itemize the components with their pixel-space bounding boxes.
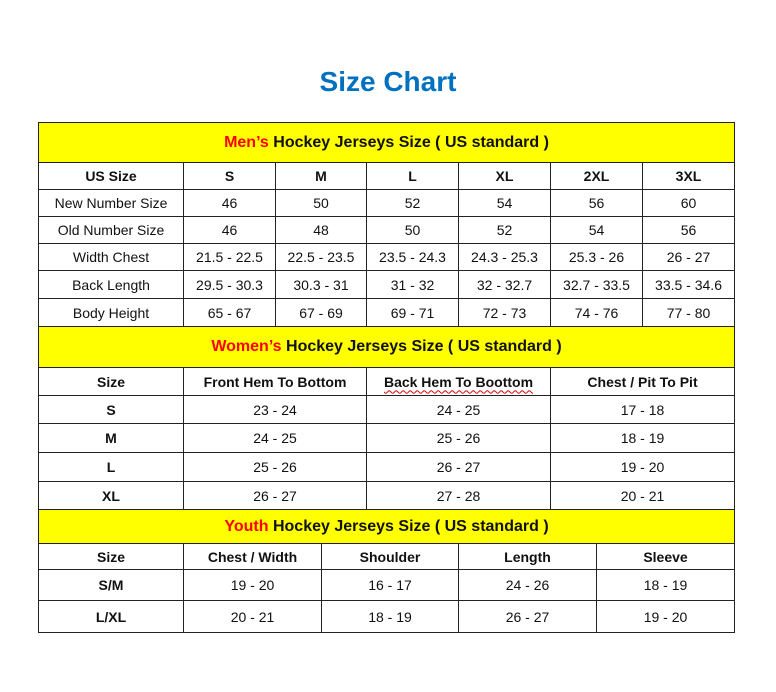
section-heading	[39, 510, 735, 544]
table-cell: 65 - 67	[184, 299, 276, 327]
table-cell: 46	[184, 190, 276, 217]
section-prefix: Women’s	[211, 338, 282, 355]
column-header-label: M	[315, 168, 327, 184]
column-header-row	[39, 544, 735, 570]
table-cell: 30.3 - 31	[276, 271, 367, 299]
column-header	[597, 544, 735, 570]
table-row	[39, 271, 735, 299]
table-cell: 56	[643, 217, 735, 244]
page-title: Size Chart	[319, 66, 457, 97]
column-header	[367, 368, 551, 396]
column-header	[39, 163, 184, 190]
table-cell: 26 - 27	[184, 482, 367, 510]
column-header-label: 2XL	[583, 168, 610, 184]
table-cell: 24 - 25	[367, 396, 551, 424]
table-cell: 26 - 27	[459, 601, 597, 633]
row-label: Back Length	[39, 271, 184, 299]
row-label: L/XL	[39, 601, 184, 633]
column-header	[39, 544, 184, 570]
table-cell: 22.5 - 23.5	[276, 244, 367, 271]
column-header	[643, 163, 735, 190]
table-cell: 21.5 - 22.5	[184, 244, 276, 271]
section-prefix: Youth	[224, 517, 269, 535]
section-header-row	[39, 123, 735, 163]
column-header	[459, 163, 551, 190]
table-cell: 33.5 - 34.6	[643, 271, 735, 299]
column-header-label: Front Hem To Bottom	[203, 373, 347, 390]
column-header-label: XL	[495, 168, 514, 184]
column-header	[184, 163, 276, 190]
column-header-label: Size	[96, 373, 125, 390]
row-label: Body Height	[39, 299, 184, 327]
table-cell: 69 - 71	[367, 299, 459, 327]
column-header-label: Shoulder	[359, 548, 421, 565]
table-cell: 23 - 24	[184, 396, 367, 424]
table-row	[39, 190, 735, 217]
row-label: S/M	[39, 570, 184, 601]
column-header-label: Chest / Width	[207, 548, 298, 565]
table-cell: 46	[184, 217, 276, 244]
column-header	[551, 368, 735, 396]
table-row	[39, 424, 735, 453]
column-header-label: L	[408, 168, 417, 184]
table-cell: 56	[551, 190, 643, 217]
table-cell: 19 - 20	[184, 570, 322, 601]
column-header-label: Size	[96, 548, 125, 565]
column-header	[184, 368, 367, 396]
table-cell: 67 - 69	[276, 299, 367, 327]
table-cell: 50	[276, 190, 367, 217]
column-header-label: Back Hem To Boottom	[383, 373, 534, 390]
section-title: Hockey Jerseys Size ( US standard )	[268, 133, 549, 151]
row-label: Width Chest	[39, 244, 184, 271]
table-cell: 74 - 76	[551, 299, 643, 327]
table-cell: 32.7 - 33.5	[551, 271, 643, 299]
section-heading	[39, 327, 735, 368]
column-header-label: S	[224, 168, 235, 184]
section-prefix: Men’s	[224, 133, 269, 151]
table-cell: 20 - 21	[551, 482, 735, 510]
table-cell: 26 - 27	[367, 453, 551, 482]
column-header	[367, 163, 459, 190]
column-header-row	[39, 368, 735, 396]
row-label: L	[39, 453, 184, 482]
column-header-label: US Size	[85, 168, 137, 184]
column-header-label: Sleeve	[643, 548, 688, 565]
column-header-label: 3XL	[675, 168, 702, 184]
column-header	[276, 163, 367, 190]
table-cell: 25 - 26	[184, 453, 367, 482]
mens-size-table	[38, 122, 735, 327]
section-header-row	[39, 327, 735, 368]
column-header	[184, 544, 322, 570]
table-cell: 25.3 - 26	[551, 244, 643, 271]
row-label: New Number Size	[39, 190, 184, 217]
table-cell: 31 - 32	[367, 271, 459, 299]
table-cell: 27 - 28	[367, 482, 551, 510]
table-cell: 19 - 20	[551, 453, 735, 482]
table-cell: 32 - 32.7	[459, 271, 551, 299]
table-row	[39, 601, 735, 633]
table-cell: 18 - 19	[322, 601, 459, 633]
table-cell: 60	[643, 190, 735, 217]
column-header	[551, 163, 643, 190]
column-header	[322, 544, 459, 570]
table-cell: 18 - 19	[551, 424, 735, 453]
column-header	[459, 544, 597, 570]
table-row	[39, 453, 735, 482]
table-cell: 18 - 19	[597, 570, 735, 601]
table-cell: 54	[459, 190, 551, 217]
column-header-label: Chest / Pit To Pit	[587, 373, 698, 390]
table-cell: 24 - 25	[184, 424, 367, 453]
table-cell: 25 - 26	[367, 424, 551, 453]
table-row	[39, 217, 735, 244]
table-cell: 50	[367, 217, 459, 244]
table-cell: 26 - 27	[643, 244, 735, 271]
table-cell: 24 - 26	[459, 570, 597, 601]
row-label: XL	[39, 482, 184, 510]
table-cell: 23.5 - 24.3	[367, 244, 459, 271]
womens-size-table	[38, 326, 735, 510]
table-cell: 77 - 80	[643, 299, 735, 327]
table-cell: 72 - 73	[459, 299, 551, 327]
table-cell: 52	[459, 217, 551, 244]
table-cell: 24.3 - 25.3	[459, 244, 551, 271]
table-cell: 20 - 21	[184, 601, 322, 633]
row-label: Old Number Size	[39, 217, 184, 244]
section-heading	[39, 123, 735, 163]
table-row	[39, 482, 735, 510]
column-header	[39, 368, 184, 396]
table-cell: 19 - 20	[597, 601, 735, 633]
section-title: Hockey Jerseys Size ( US standard )	[268, 517, 549, 535]
table-row	[39, 396, 735, 424]
table-cell: 48	[276, 217, 367, 244]
table-cell: 17 - 18	[551, 396, 735, 424]
section-title: Hockey Jerseys Size ( US standard )	[281, 338, 562, 355]
row-label: S	[39, 396, 184, 424]
section-header-row	[39, 510, 735, 544]
column-header-label: Length	[504, 548, 551, 565]
table-cell: 54	[551, 217, 643, 244]
table-row	[39, 570, 735, 601]
table-cell: 16 - 17	[322, 570, 459, 601]
table-row	[39, 299, 735, 327]
row-label: M	[39, 424, 184, 453]
youth-size-table	[38, 509, 735, 633]
table-row	[39, 244, 735, 271]
column-header-row	[39, 163, 735, 190]
table-cell: 52	[367, 190, 459, 217]
table-cell: 29.5 - 30.3	[184, 271, 276, 299]
